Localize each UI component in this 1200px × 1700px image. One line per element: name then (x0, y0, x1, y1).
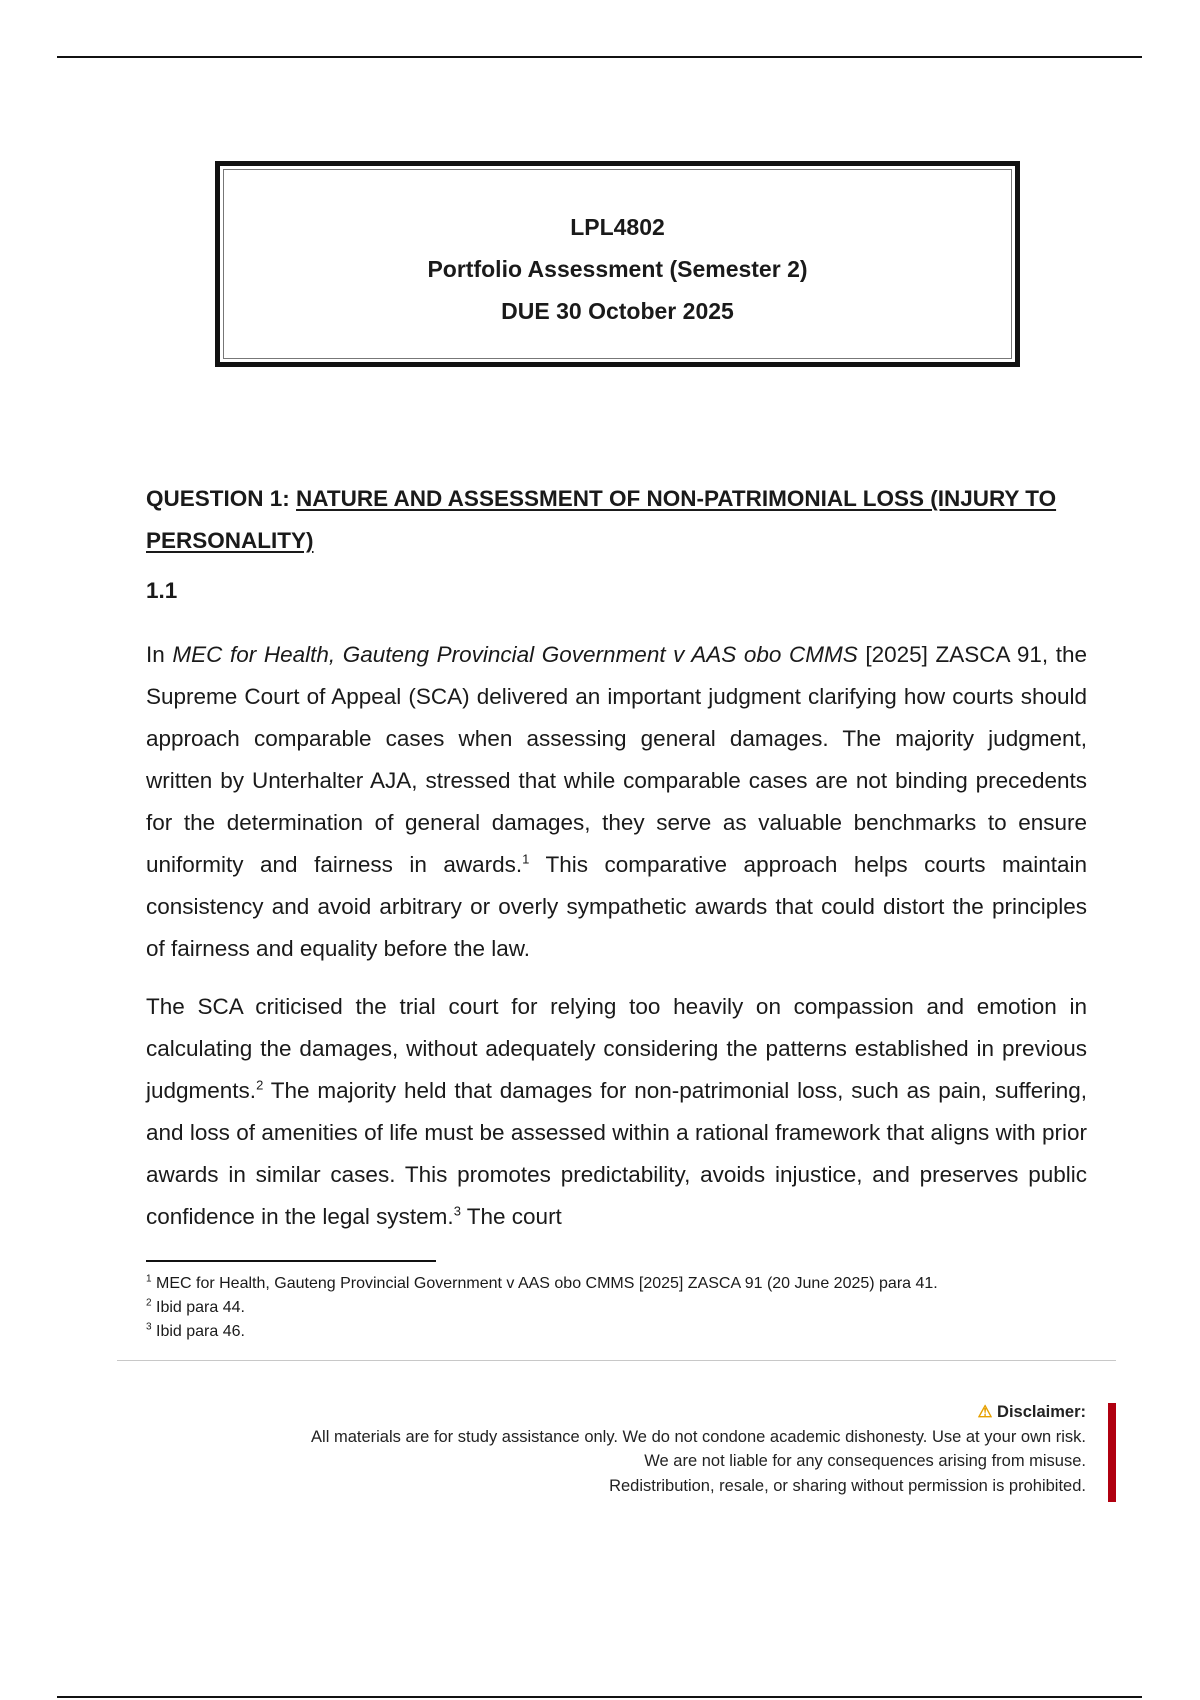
footnote-text: MEC for Health, Gauteng Provincial Government v AAS obo CMMS [2025] ZASCA 91 (20 June 2025) para 41. (151, 1275, 938, 1292)
footnote-ref[interactable]: 3 (453, 1203, 461, 1219)
footnote-text: Ibid para 44. (151, 1299, 245, 1316)
footnote-ref[interactable]: 1 (522, 851, 530, 867)
subsection-number: 1.1 (146, 578, 178, 603)
text: The court (460, 1204, 562, 1229)
footnote-number: 2 (146, 1297, 152, 1309)
question-title: NATURE AND ASSESSMENT OF NON-PATRIMONIAL LOSS (INJURY TO PERSONALITY) (146, 486, 1057, 553)
top-rule (57, 56, 1142, 58)
footnote-separator (146, 1260, 436, 1262)
page-divider (117, 1360, 1116, 1361)
assessment-title: Portfolio Assessment (Semester 2) (427, 256, 808, 282)
disclaimer (311, 1400, 1086, 1498)
case-name: MEC for Health, Gauteng Provincial Government v AAS obo CMMS (172, 642, 858, 667)
text: This comparative approach helps courts maintain consistency and avoid arbitrary or overly sympathetic awards that could distort the principles of fairness and equality before the law. (146, 852, 1087, 961)
title-box (215, 161, 1020, 367)
text: [2025] ZASCA 91, the Supreme Court of Appeal (SCA) delivered an important judgment clarifying how courts should approach comparable cases when assessing general damages. The majority judgment, written by Unterhalter AJA, stressed that while comparable cases are not binding precedents for the determination of general damages, they serve as valuable benchmarks to ensure uniformity and fairness in awards. (146, 642, 1088, 877)
footnote-ref[interactable]: 2 (256, 1077, 264, 1093)
text: The SCA criticised the trial court for relying too heavily on compassion and emotion in calculating the damages, without adequately considering the patterns established in previous judgments. (146, 994, 1087, 1103)
disclaimer-line: All materials are for study assistance only. We do not condone academic dishonesty. Use at your own risk. (311, 1427, 1086, 1446)
footnote (146, 1272, 938, 1296)
text: The majority held that damages for non-patrimonial loss, such as pain, suffering, and loss of amenities of life must be assessed within a rational framework that aligns with prior awards in similar cases. This promotes predictability, avoids injustice, and preserves public confidence in the legal system. (146, 1078, 1087, 1229)
disclaimer-line: We are not liable for any consequences arising from misuse. (644, 1452, 1086, 1470)
footnote-text: Ibid para 46. (151, 1323, 245, 1340)
footnote-number: 1 (146, 1273, 152, 1285)
footnote (146, 1320, 938, 1344)
footnotes (146, 1272, 938, 1344)
warning-icon: ⚠ (977, 1403, 993, 1421)
question-heading (146, 478, 1087, 562)
bottom-rule (57, 1696, 1142, 1698)
footnote-number: 3 (146, 1321, 152, 1333)
paragraph-2 (146, 986, 1087, 1238)
course-code: LPL4802 (570, 214, 665, 240)
disclaimer-accent-bar (1108, 1403, 1116, 1502)
paragraph-1 (146, 634, 1087, 970)
disclaimer-title: Disclaimer: (997, 1403, 1086, 1421)
disclaimer-line: Redistribution, resale, or sharing without permission is prohibited. (609, 1476, 1086, 1495)
text: In (146, 642, 173, 667)
footnote (146, 1296, 938, 1320)
due-date: DUE 30 October 2025 (501, 298, 734, 324)
question-label: QUESTION 1: (146, 486, 297, 511)
